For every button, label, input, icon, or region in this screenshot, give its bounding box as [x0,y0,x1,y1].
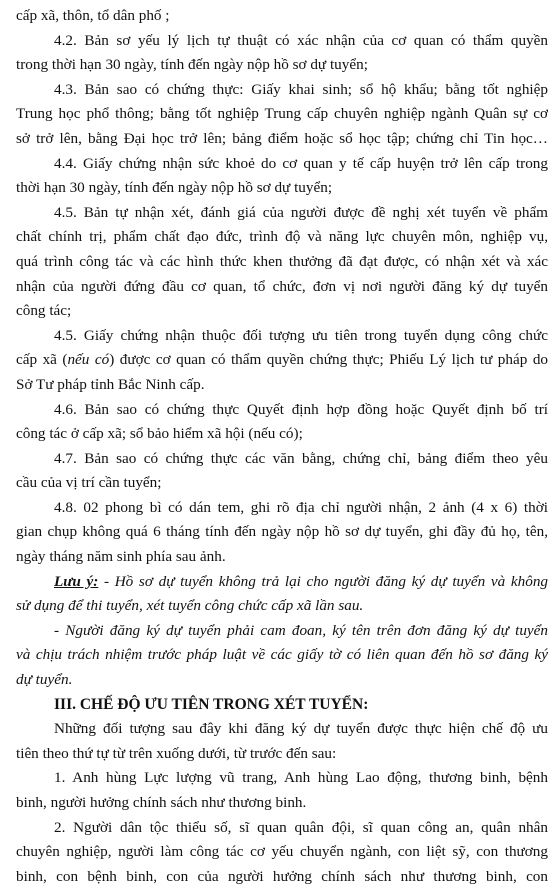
text-line: ngày tháng năm sinh phía sau ảnh. [16,548,226,566]
text-line: Trung học phổ thông; bằng tốt nghiệp Trung cấp chuyên nghiệp ngành Quân sự cơ [16,105,548,123]
text-line: 4.6. Bản sao có chứng thực Quyết định hợp đồng hoặc Quyết định bố trí [54,400,548,418]
note-line: - Người đăng ký dự tuyển phải cam đoan, ký tên trên đơn đăng ký dự tuyển [54,621,548,639]
text-line: 1. Anh hùng Lực lượng vũ trang, Anh hùng Lao động, thương binh, bệnh [54,769,548,787]
section-heading: III. CHẾ ĐỘ ƯU TIÊN TRONG XÉT TUYỂN: [54,695,369,713]
text-line: nhận của người đứng đầu cơ quan, tổ chức, đơn vị nơi người đăng ký dự tuyển [16,277,548,295]
note-line [16,570,548,595]
text-line: 4.7. Bản sao có chứng thực các văn bằng, chứng chỉ, bảng điểm theo yêu [54,449,548,467]
text-line: 4.3. Bản sao có chứng thực: Giấy khai sinh; sổ hộ khẩu; bằng tốt nghiệp [54,80,548,98]
text-line: cấp xã, thôn, tổ dân phố ; [16,7,170,24]
note-line: sử dụng để thi tuyển, xét tuyển công chức cấp xã lần sau. [16,597,364,615]
italic-text: nếu có [67,351,110,369]
text-line: quá trình công tác và các hình thức khen thưởng đã đạt được, có nhận xét và xác [16,252,548,270]
text-line: binh, con bệnh binh, con của người hưởng chính sách như thương binh, con [16,867,548,885]
text-span: cấp xã ( [16,351,68,369]
text-line: Sở Tư pháp tỉnh Bắc Ninh cấp. [16,375,205,393]
text-line [16,348,548,373]
text-line: trong thời hạn 30 ngày, tính đến ngày nộp hồ sơ dự tuyển; [16,56,368,74]
text-line: 4.2. Bản sơ yếu lý lịch tự thuật có xác nhận của cơ quan có thẩm quyền [54,31,548,49]
text-line: công tác ở cấp xã; sổ bảo hiểm xã hội (nếu có); [16,425,303,443]
text-line: 4.5. Giấy chứng nhận thuộc đối tượng ưu tiên trong tuyển dụng công chức [54,326,548,344]
note-line: và chịu trách nhiệm trước pháp luật về các giấy tờ có liên quan đến hồ sơ đăng ký [16,646,548,664]
text-line: 4.5. Bản tự nhận xét, đánh giá của người được đề nghị xét tuyển về phẩm [54,203,548,221]
text-span: ) được cơ quan có thẩm quyền chứng thực; Phiếu Lý lịch tư pháp do [109,351,548,369]
text-line: 4.8. 02 phong bì có dán tem, ghi rõ địa chỉ người nhận, 2 ảnh (4 x 6) thời [54,498,548,516]
note-text: - Hồ sơ dự tuyển không trả lại cho người đăng ký dự tuyển và không [103,572,548,590]
text-line: gian chụp không quá 6 tháng tính đến ngày nộp hồ sơ dự tuyển, ghi đầy đủ họ, tên, [16,523,548,541]
text-line: sở trở lên, bằng Đại học trở lên; bảng điểm hoặc sổ học tập; chứng chỉ Tin học… [16,129,548,147]
text-line: thời hạn 30 ngày, tính đến ngày nộp hồ sơ dự tuyển; [16,179,333,197]
text-line: công tác; [16,302,72,320]
text-line: 2. Người dân tộc thiểu số, sĩ quan quân đội, sĩ quan công an, quân nhân [54,818,548,836]
note-line: dự tuyển. [16,671,73,689]
text-line: cầu của vị trí cần tuyển; [16,474,162,492]
text-line: 4.4. Giấy chứng nhận sức khoẻ do cơ quan y tế cấp huyện trở lên cấp trong [54,154,548,172]
text-line: tiên theo thứ tự từ trên xuống dưới, từ trước đến sau: [16,744,337,762]
text-line: chất chính trị, phẩm chất đạo đức, trình độ và năng lực chuyên môn, nghiệp vụ, [16,228,548,246]
text-line: binh, người hưởng chính sách như thương binh. [16,794,307,811]
text-line: chuyên nghiệp, người làm công tác cơ yếu chuyển ngành, con liệt sỹ, con thương [16,843,548,861]
note-label: Lưu ý: [54,572,99,590]
text-line: Những đối tượng sau đây khi đăng ký dự tuyển được thực hiện chế độ ưu [54,720,548,738]
